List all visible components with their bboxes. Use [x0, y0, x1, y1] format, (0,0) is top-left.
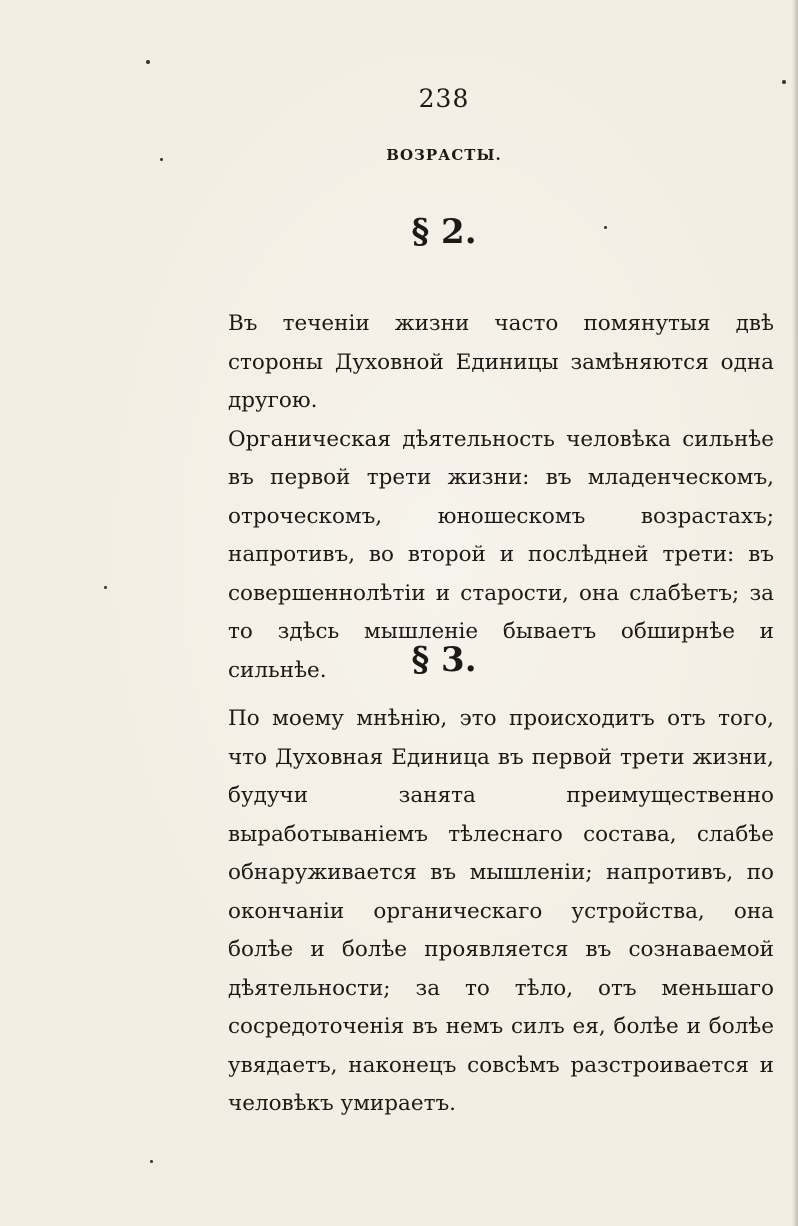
paper-speck: [160, 158, 163, 161]
section-heading-3: § 3.: [411, 640, 477, 680]
paragraph: Органическая дѣятельность человѣка сильнѣе въ первой трети жизни: въ младенческомъ, отроческомъ, юношескомъ возрастахъ; напротивъ, во второй и послѣдней трети: въ совершеннолѣтіи и старости, она слабѣетъ; за то здѣсь мышленіе бываетъ обширнѣе и сильнѣе.: [228, 426, 774, 683]
section-2-text: [228, 305, 774, 690]
running-head: ВОЗРАСТЫ.: [386, 146, 502, 164]
paper-speck: [150, 1160, 153, 1163]
page-edge-shadow: [792, 0, 798, 1226]
paper-speck: [146, 60, 150, 64]
paragraph: По моему мнѣнію, это происходитъ отъ того, что Духовная Единица въ первой трети жизни, будучи занята преимущественно выработываніемъ тѣлеснаго состава, слабѣе обнаруживается въ мышленіи; напротивъ, по окончаніи органическаго устройства, она болѣе и болѣе проявляется въ сознаваемой дѣятельности; за то тѣло, отъ меньшаго сосредоточенія въ немъ силъ ея, болѣе и болѣе увядаетъ, наконецъ совсѣмъ разстроивается и человѣкъ умираетъ.: [228, 706, 774, 1116]
paper-speck: [782, 80, 786, 84]
section-heading-2: § 2.: [411, 212, 477, 252]
paragraph: Въ теченіи жизни часто помянутыя двѣ стороны Духовной Единицы замѣняются одна другою.: [228, 311, 774, 413]
page-number: 238: [418, 84, 470, 113]
paper-speck: [604, 226, 607, 229]
section-3-text: [228, 700, 774, 1124]
paper-speck: [104, 586, 107, 589]
